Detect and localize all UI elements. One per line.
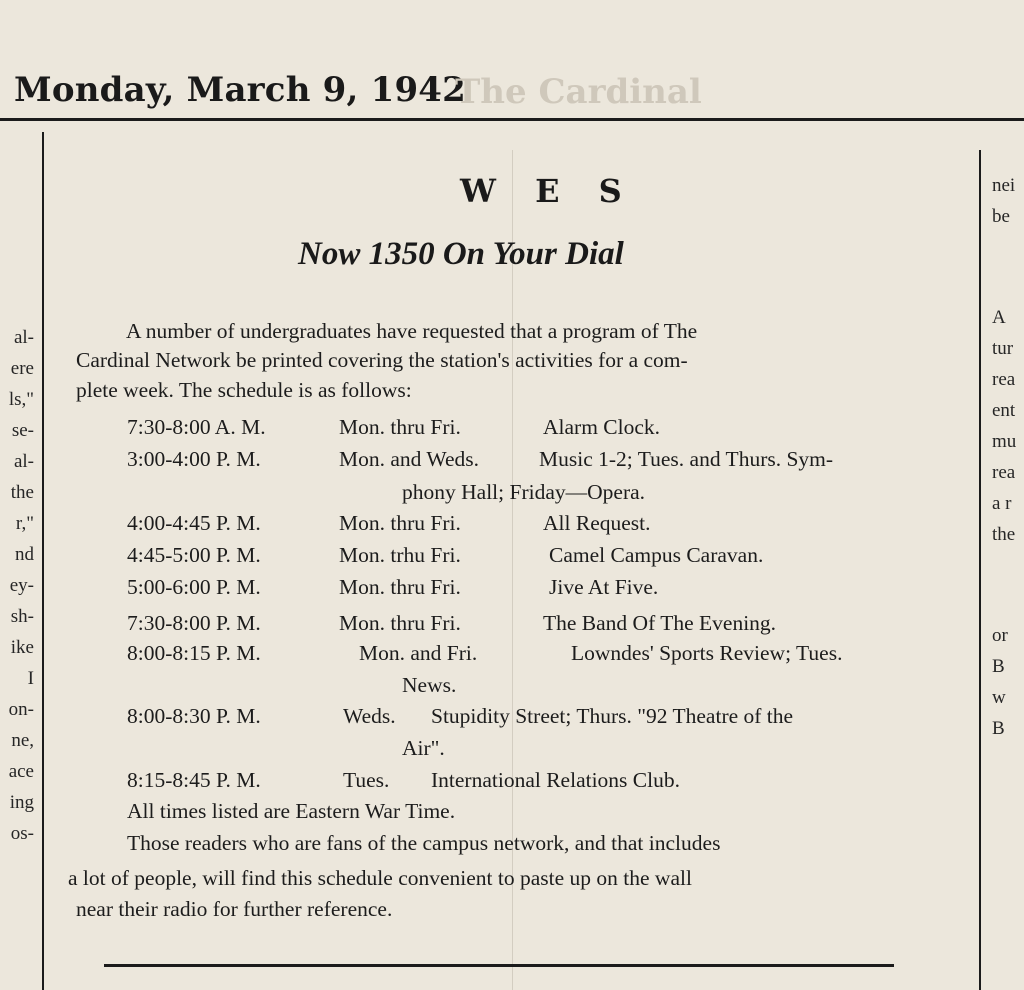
intro-line: A number of undergraduates have requested that a program of The bbox=[126, 319, 698, 343]
left-column-fragment: al- bbox=[13, 327, 34, 348]
schedule-program: Camel Campus Caravan. bbox=[549, 543, 764, 567]
page-date: Monday, March 9, 1942 bbox=[14, 70, 467, 110]
right-column-fragment: w bbox=[992, 687, 1006, 708]
right-column-fragment: nei bbox=[992, 175, 1016, 196]
schedule-program: International Relations Club. bbox=[431, 768, 680, 792]
schedule-row bbox=[127, 543, 763, 568]
article-end-rule bbox=[104, 964, 894, 967]
left-column-fragment: the bbox=[10, 482, 34, 503]
schedule-program: All Request. bbox=[543, 511, 651, 535]
time-zone-note: All times listed are Eastern War Time. bbox=[127, 799, 456, 823]
schedule-time: 8:00-8:15 P. M. bbox=[127, 641, 261, 665]
schedule-row bbox=[127, 511, 651, 536]
intro-line: plete week. The schedule is as follows: bbox=[76, 378, 412, 402]
schedule-time: 8:00-8:30 P. M. bbox=[127, 704, 261, 728]
right-column-fragment: B bbox=[992, 656, 1005, 677]
schedule-time: 5:00-6:00 P. M. bbox=[127, 575, 261, 599]
right-column-fragment: be bbox=[992, 206, 1010, 227]
bleed-through-divider bbox=[512, 150, 513, 990]
schedule-program: Alarm Clock. bbox=[543, 415, 661, 439]
left-column-fragment: ace bbox=[8, 761, 34, 782]
schedule-continuation: News. bbox=[402, 673, 457, 697]
left-column-fragment: se- bbox=[11, 420, 34, 441]
article-subtitle: Now 1350 On Your Dial bbox=[298, 236, 624, 272]
schedule-days: Mon. thru Fri. bbox=[339, 611, 461, 635]
left-column-fragment: ere bbox=[10, 358, 34, 379]
schedule-row bbox=[127, 704, 793, 729]
header-rule bbox=[0, 118, 1024, 121]
schedule-days: Mon. thru Fri. bbox=[339, 575, 461, 599]
left-column-fragment: al- bbox=[13, 451, 34, 472]
schedule-days: Mon. thru Fri. bbox=[339, 511, 461, 535]
right-column-divider bbox=[979, 150, 981, 990]
left-column-fragments bbox=[0, 322, 34, 849]
left-column-fragment: ing bbox=[9, 792, 34, 813]
schedule-time: 7:30-8:00 A. M. bbox=[127, 415, 266, 439]
schedule-row bbox=[127, 415, 660, 440]
schedule-program: Music 1-2; Tues. and Thurs. Sym- bbox=[539, 447, 834, 471]
right-column-fragment: rea bbox=[992, 369, 1016, 390]
bleed-through-masthead: The Cardinal bbox=[455, 72, 702, 112]
schedule-days: Tues. bbox=[343, 768, 390, 792]
left-column-fragment: on- bbox=[8, 699, 34, 720]
right-column-fragment: B bbox=[992, 718, 1005, 739]
left-column-fragment: r," bbox=[15, 513, 34, 534]
left-column-fragment: ls," bbox=[8, 389, 34, 410]
schedule-time: 4:45-5:00 P. M. bbox=[127, 543, 261, 567]
column-gap bbox=[992, 232, 1024, 302]
right-column-fragment: ent bbox=[992, 400, 1016, 421]
schedule-days: Mon. and Weds. bbox=[339, 447, 480, 471]
schedule-time: 4:00-4:45 P. M. bbox=[127, 511, 261, 535]
schedule-time: 7:30-8:00 P. M. bbox=[127, 611, 261, 635]
schedule-row bbox=[127, 768, 680, 793]
schedule-program: Stupidity Street; Thurs. "92 Theatre of the bbox=[431, 704, 794, 728]
schedule-days: Mon. thru Fri. bbox=[339, 415, 461, 439]
schedule-continuation: Air". bbox=[402, 736, 445, 760]
left-column-divider bbox=[42, 132, 44, 990]
schedule-days: Weds. bbox=[343, 704, 396, 728]
schedule-time: 3:00-4:00 P. M. bbox=[127, 447, 261, 471]
article-title: W E S bbox=[460, 172, 636, 210]
schedule-row bbox=[127, 641, 842, 666]
right-column-fragment: a r bbox=[992, 493, 1012, 514]
schedule-continuation: phony Hall; Friday—Opera. bbox=[402, 480, 646, 504]
schedule-days: Mon. and Fri. bbox=[359, 641, 478, 665]
intro-line: Cardinal Network be printed covering the station's activities for a com- bbox=[76, 348, 688, 372]
closing-line: near their radio for further reference. bbox=[76, 897, 393, 921]
schedule-row bbox=[127, 447, 833, 472]
schedule-row bbox=[127, 575, 658, 600]
left-column-fragment: nd bbox=[15, 544, 34, 565]
schedule-program: The Band Of The Evening. bbox=[543, 611, 777, 635]
right-column-fragments bbox=[992, 170, 1024, 744]
left-column-fragment: os- bbox=[10, 823, 34, 844]
schedule-days: Mon. trhu Fri. bbox=[339, 543, 461, 567]
left-column-fragment: sh- bbox=[10, 606, 34, 627]
right-column-fragment: A bbox=[992, 307, 1006, 328]
closing-line: Those readers who are fans of the campus network, and that includes bbox=[127, 831, 721, 855]
schedule-program: Lowndes' Sports Review; Tues. bbox=[571, 641, 843, 665]
right-column-fragment: the bbox=[992, 524, 1016, 545]
left-column-fragment: I bbox=[27, 668, 34, 689]
right-column-fragment: tur bbox=[992, 338, 1014, 359]
schedule-row bbox=[127, 611, 776, 636]
closing-line: a lot of people, will find this schedule convenient to paste up on the wall bbox=[68, 866, 692, 890]
left-column-fragment: ike bbox=[10, 637, 34, 658]
schedule-time: 8:15-8:45 P. M. bbox=[127, 768, 261, 792]
left-column-fragment: ey- bbox=[9, 575, 34, 596]
right-column-fragment: rea bbox=[992, 462, 1016, 483]
left-column-fragment: ne, bbox=[11, 730, 34, 751]
schedule-program: Jive At Five. bbox=[549, 575, 659, 599]
column-gap bbox=[992, 550, 1024, 620]
right-column-fragment: mu bbox=[992, 431, 1017, 452]
right-column-fragment: or bbox=[992, 625, 1008, 646]
